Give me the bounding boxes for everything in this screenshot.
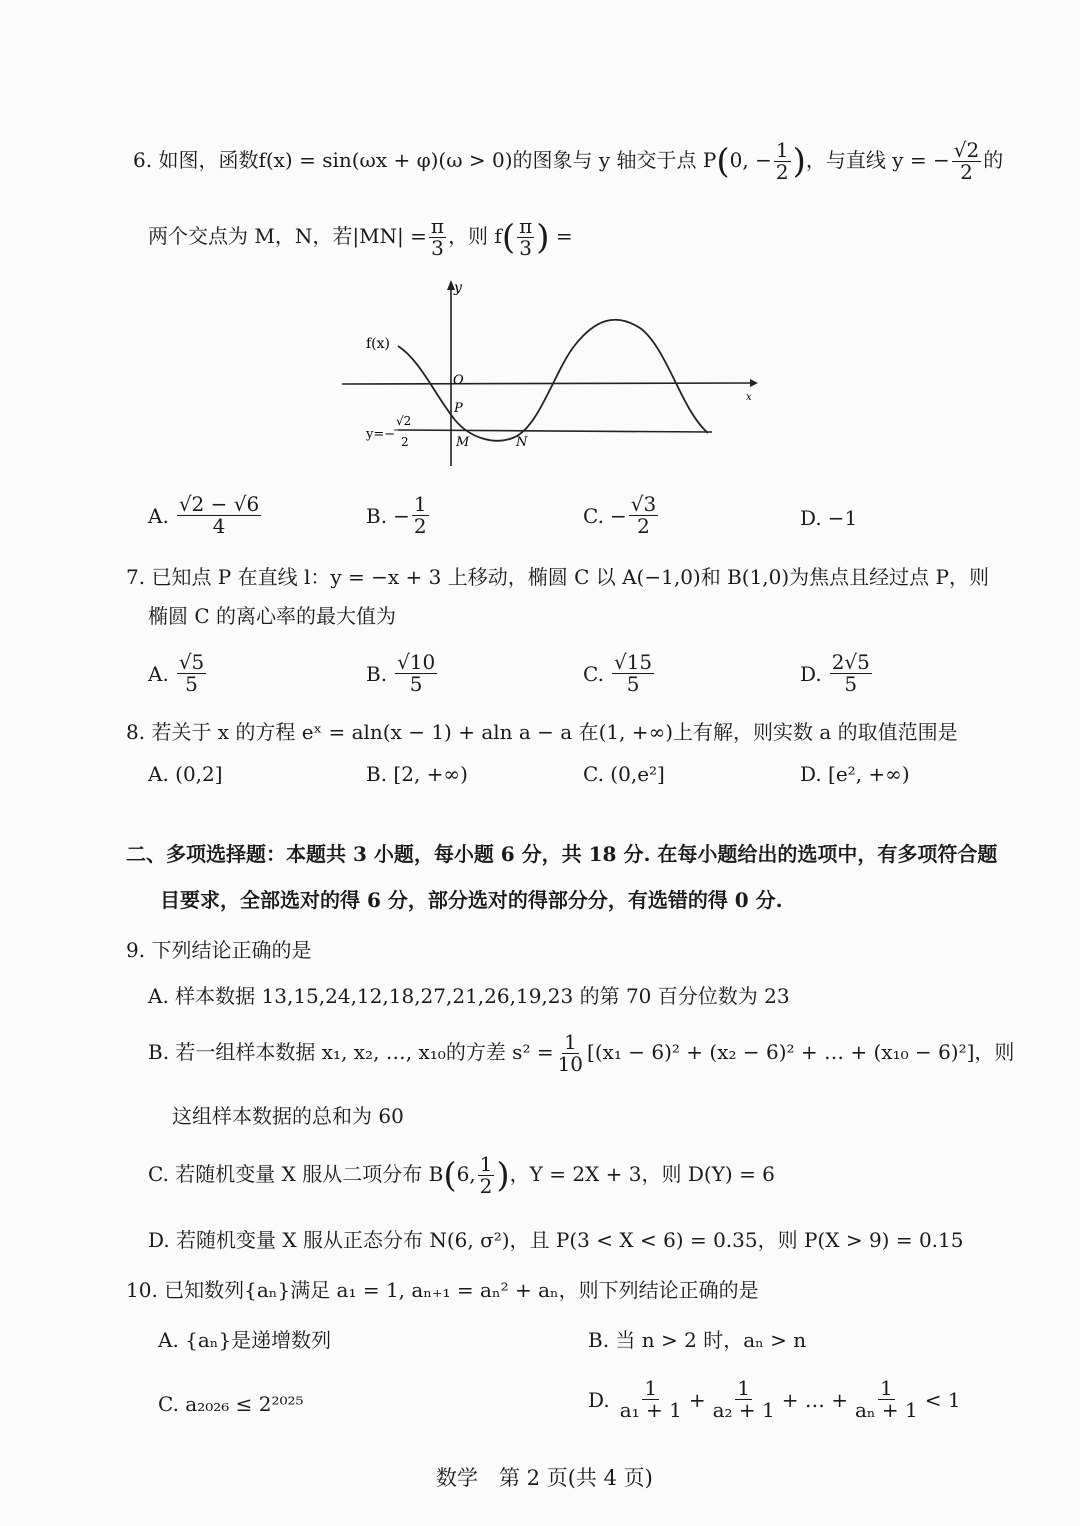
q9-c-paren-open: (: [443, 1155, 457, 1196]
q7-option-b-label: B.: [366, 661, 388, 686]
q6-line1-text-a: 6. 如图，函数f(x) = sin(ωx + φ)(ω > 0)的图象与 y 轴交于点 P: [133, 148, 717, 172]
q9-option-c-den: 2: [479, 1174, 493, 1198]
q9-option-c-text-b: 6,: [456, 1162, 476, 1186]
q7-option-c-num: √15: [613, 650, 653, 674]
graph-label-yeq-den: 2: [401, 435, 409, 449]
q7-option-d[interactable]: [800, 652, 874, 695]
q6-paren-close: ): [792, 141, 806, 182]
q6-line1: [133, 140, 1003, 183]
q9-stem: 9. 下列结论正确的是: [126, 938, 312, 962]
page-footer: 数学 第 2 页(共 4 页): [436, 1466, 653, 1490]
q6-option-c-pre: −: [609, 503, 627, 528]
q9-option-b-text-b: [(x₁ − 6)² + (x₂ − 6)² + … + (x₁₀ − 6)²]，则: [587, 1040, 1015, 1064]
q6-paren-open: (: [716, 141, 730, 182]
q9-option-d[interactable]: D. 若随机变量 X 服从正态分布 N(6, σ²)，且 P(3 < X < 6) = 0.35，则 P(X > 9) = 0.15: [148, 1228, 964, 1252]
q10-d-term3: [853, 1378, 920, 1421]
q6-option-c-num: √3: [630, 492, 657, 516]
q9-option-c[interactable]: [148, 1154, 775, 1197]
q6-option-b-den: 2: [413, 514, 427, 538]
q6-option-c-frac: [629, 494, 658, 537]
q10-d-plus1: +: [688, 1387, 706, 1412]
q6-fparen-open: (: [501, 217, 516, 258]
q10-option-a[interactable]: A. {aₙ}是递增数列: [158, 1328, 332, 1352]
q10-option-d-label: D.: [588, 1387, 610, 1412]
q7-option-d-num: 2√5: [831, 650, 870, 674]
q10-option-b[interactable]: B. 当 n > 2 时，aₙ > n: [588, 1328, 807, 1352]
q10-d-tail: < 1: [924, 1387, 961, 1412]
q10-d-plus2: + … +: [781, 1387, 848, 1412]
graph-label-yeq: y=−: [366, 427, 396, 442]
q10-stem: 10. 已知数列{aₙ}满足 a₁ = 1, aₙ₊₁ = aₙ² + aₙ，则下列结论正确的是: [126, 1278, 759, 1302]
q9-option-b-text-a: B. 若一组样本数据 x₁, x₂, …, x₁₀的方差 s² =: [148, 1040, 554, 1064]
q7-option-a-label: A.: [148, 661, 169, 686]
q6-f-num: π: [519, 214, 533, 238]
q7-option-c-label: C.: [583, 661, 604, 686]
q7-option-a-frac: [177, 652, 206, 695]
section2-heading-line1: 二、多项选择题：本题共 3 小题，每小题 6 分，共 18 分. 在每小题给出的选项中，有多项符合题: [126, 842, 998, 866]
graph-label-fx: f(x): [366, 336, 391, 352]
q8-option-c[interactable]: C. (0,e²]: [583, 762, 665, 786]
section2-heading-line2: 目要求，全部选对的得 6 分，部分选对的得部分分，有选错的得 0 分.: [160, 888, 783, 912]
x-axis: [342, 383, 750, 384]
q6-point-num: 1: [775, 138, 789, 162]
q9-option-b-den: 10: [557, 1052, 584, 1076]
graph-label-O: O: [453, 373, 464, 388]
q6-option-b-label: B.: [366, 503, 388, 528]
q8-line1: 8. 若关于 x 的方程 eˣ = aln(x − 1) + aln a − a 在(1, +∞)上有解，则实数 a 的取值范围是: [126, 720, 958, 744]
graph-label-N: N: [516, 435, 528, 450]
q10-option-c[interactable]: C. a₂₀₂₆ ≤ 2²⁰²⁵: [158, 1392, 304, 1416]
q6-option-d[interactable]: [800, 506, 857, 530]
q7-option-a-den: 5: [185, 672, 198, 696]
graph-label-y: y: [454, 280, 462, 296]
q10-d-term1: [618, 1378, 684, 1421]
q6-option-d-text: −1: [827, 506, 858, 530]
sine-curve: [398, 320, 708, 441]
q6-mn-frac: [429, 216, 446, 259]
q6-line-den: 2: [960, 160, 973, 184]
q6-option-a-label: A.: [148, 503, 169, 528]
q9-option-b-num: 1: [563, 1030, 577, 1054]
q6-option-a-num: √2 − √6: [178, 492, 260, 516]
q6-point-den: 2: [775, 160, 789, 184]
q6-f-den: 3: [519, 236, 533, 260]
q9-option-c-frac: [478, 1154, 495, 1197]
q6-option-b-pre: −: [393, 503, 410, 528]
q7-option-b-frac: [395, 652, 437, 695]
line-y-neg-sqrt2-half: [398, 430, 712, 432]
q7-option-b[interactable]: [366, 652, 439, 695]
graph-label-M: M: [456, 435, 470, 450]
q6-line1-text-d: 的: [983, 148, 1004, 172]
q7-option-a[interactable]: [148, 652, 208, 695]
q8-option-b[interactable]: B. [2, +∞): [366, 762, 468, 786]
q10-option-d[interactable]: [588, 1378, 961, 1421]
q6-line2-text-c: =: [555, 224, 573, 248]
q7-option-b-den: 5: [409, 672, 423, 696]
q6-line2-text-b: ，则 f: [448, 224, 502, 248]
q6-line2: [148, 216, 573, 259]
q10-d-term3-den: aₙ + 1: [854, 1398, 918, 1422]
q7-option-c-den: 5: [626, 672, 640, 696]
q7-option-d-frac: [830, 652, 872, 695]
graph-label-yeq-num: √2: [396, 414, 412, 428]
q7-option-d-label: D.: [800, 661, 822, 686]
q6-fparen-close: ): [536, 217, 550, 258]
q6-option-c-label: C.: [583, 503, 604, 528]
q7-option-c-frac: [612, 652, 654, 695]
q9-option-c-text-a: C. 若随机变量 X 服从二项分布 B: [148, 1162, 444, 1186]
q6-mn-num: π: [430, 214, 445, 238]
q6-option-a-frac: [177, 494, 261, 537]
q7-option-c[interactable]: [583, 652, 656, 695]
q10-d-term1-den: a₁ + 1: [619, 1398, 682, 1422]
q7-option-b-num: √10: [397, 650, 436, 674]
q6-option-b-frac: [412, 494, 429, 537]
q10-d-term3-num: 1: [879, 1376, 893, 1400]
q9-option-a[interactable]: A. 样本数据 13,15,24,12,18,27,21,26,19,23 的第 70 百分位数为 23: [148, 984, 790, 1008]
q9-option-c-num: 1: [479, 1152, 493, 1176]
q9-option-c-text-c: ，Y = 2X + 3，则 D(Y) = 6: [509, 1162, 775, 1186]
q10-d-term2: [711, 1378, 777, 1421]
q10-d-term1-num: 1: [644, 1376, 658, 1400]
q10-d-term2-den: a₂ + 1: [712, 1398, 775, 1422]
q6-option-c[interactable]: [583, 494, 660, 537]
q7-option-a-num: √5: [178, 650, 205, 674]
q6-mn-den: 3: [431, 236, 444, 260]
q6-option-a-den: 4: [212, 514, 226, 538]
x-axis-arrow: [750, 379, 758, 387]
q6-point-x: 0, −: [729, 148, 772, 172]
q7-line2: 椭圆 C 的离心率的最大值为: [148, 604, 397, 628]
q6-line-frac: [952, 140, 981, 183]
q6-f-frac: [517, 216, 534, 259]
q7-line1: 7. 已知点 P 在直线 l：y = −x + 3 上移动，椭圆 C 以 A(−1,0)和 B(1,0)为焦点且经过点 P，则: [126, 565, 989, 589]
q10-d-term2-num: 1: [737, 1376, 751, 1400]
q6-option-b-num: 1: [413, 492, 427, 516]
q6-option-c-den: 2: [637, 514, 650, 538]
graph-label-x: x: [746, 392, 752, 403]
q6-point-frac: [774, 140, 791, 183]
q6-option-b[interactable]: [366, 494, 431, 537]
q6-line1-text-b: ，与直线 y = −: [805, 148, 950, 172]
q8-option-a[interactable]: A. (0,2]: [148, 762, 223, 786]
q9-option-b-line2: 这组样本数据的总和为 60: [172, 1104, 404, 1128]
q9-option-b-frac: [556, 1032, 585, 1075]
graph-label-P: P: [454, 401, 463, 416]
q6-graph: [330, 270, 770, 480]
q7-option-d-den: 5: [844, 672, 858, 696]
q6-line-num: √2: [953, 138, 980, 162]
q6-line2-text-a: 两个交点为 M，N，若|MN| =: [148, 224, 427, 248]
q8-option-d[interactable]: D. [e², +∞): [800, 762, 910, 786]
q9-option-b[interactable]: [148, 1032, 1014, 1075]
q6-option-d-label: D.: [800, 506, 822, 530]
q9-c-paren-close: ): [496, 1155, 510, 1196]
q6-option-a[interactable]: [148, 494, 263, 537]
